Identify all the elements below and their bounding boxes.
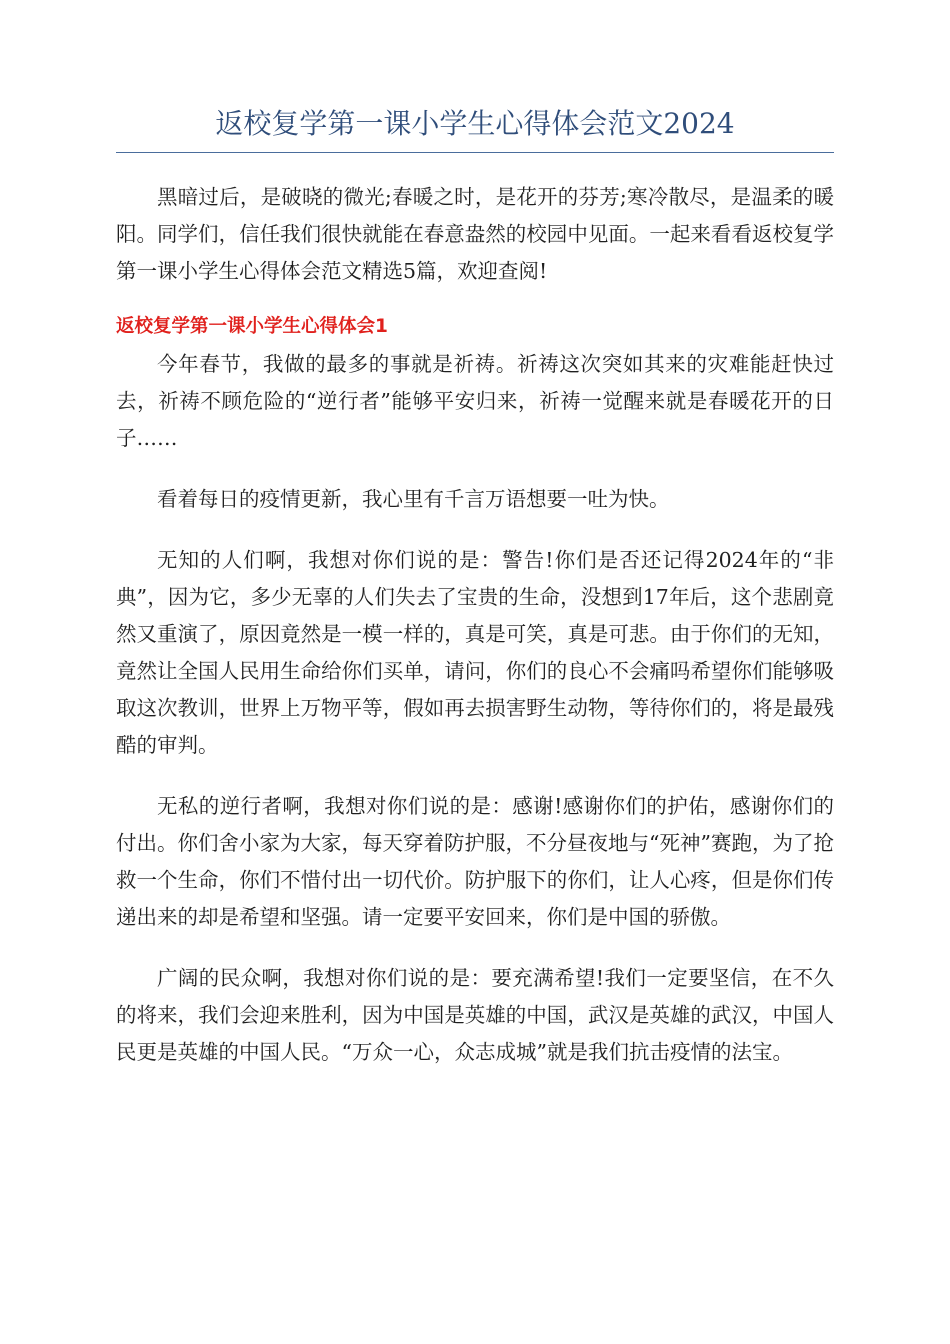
section-heading: 返校复学第一课小学生心得体会1 (116, 316, 388, 337)
body-paragraph-4: 无私的逆行者啊，我想对你们说的是：感谢!感谢你们的护佑，感谢你们的付出。你们舍小家为大家，每天穿着防护服，不分昼夜地与“死神”赛跑，为了抢救一个生命，你们不惜付出一切代价。防护服下的你们，让人心疼，但是你们传递出来的却是希望和坚强。请一定要平安回来，你们是中国的骄傲。 (116, 794, 834, 929)
body-paragraph-1: 今年春节，我做的最多的事就是祈祷。祈祷这次突如其来的灾难能赶快过去，祈祷不顾危险的“逆行者”能够平安归来，祈祷一觉醒来就是春暖花开的日子…… (116, 352, 834, 450)
document-page (116, 104, 834, 1071)
intro-paragraph: 黑暗过后，是破晓的微光;春暖之时，是花开的芬芳;寒冷散尽，是温柔的暖阳。同学们，信任我们很快就能在春意盎然的校园中见面。一起来看看返校复学第一课小学生心得体会范文精选5篇，欢迎查阅! (116, 185, 834, 283)
body-paragraph-5: 广阔的民众啊，我想对你们说的是：要充满希望!我们一定要坚信，在不久的将来，我们会迎来胜利，因为中国是英雄的中国，武汉是英雄的武汉，中国人民更是英雄的中国人民。“万众一心，众志成城”就是我们抗击疫情的法宝。 (116, 966, 834, 1064)
body-paragraph-3: 无知的人们啊，我想对你们说的是：警告!你们是否还记得2024年的“非典”，因为它，多少无辜的人们失去了宝贵的生命，没想到17年后，这个悲剧竟然又重演了，原因竟然是一模一样的，真是可笑，真是可悲。由于你们的无知，竟然让全国人民用生命给你们买单，请问，你们的良心不会痛吗希望你们能够吸取这次教训，世界上万物平等，假如再去损害野生动物，等待你们的，将是最残酷的审判。 (116, 548, 834, 757)
body-paragraph-2: 看着每日的疫情更新，我心里有千言万语想要一吐为快。 (157, 487, 670, 511)
document-title: 返校复学第一课小学生心得体会范文2024 (116, 104, 834, 153)
